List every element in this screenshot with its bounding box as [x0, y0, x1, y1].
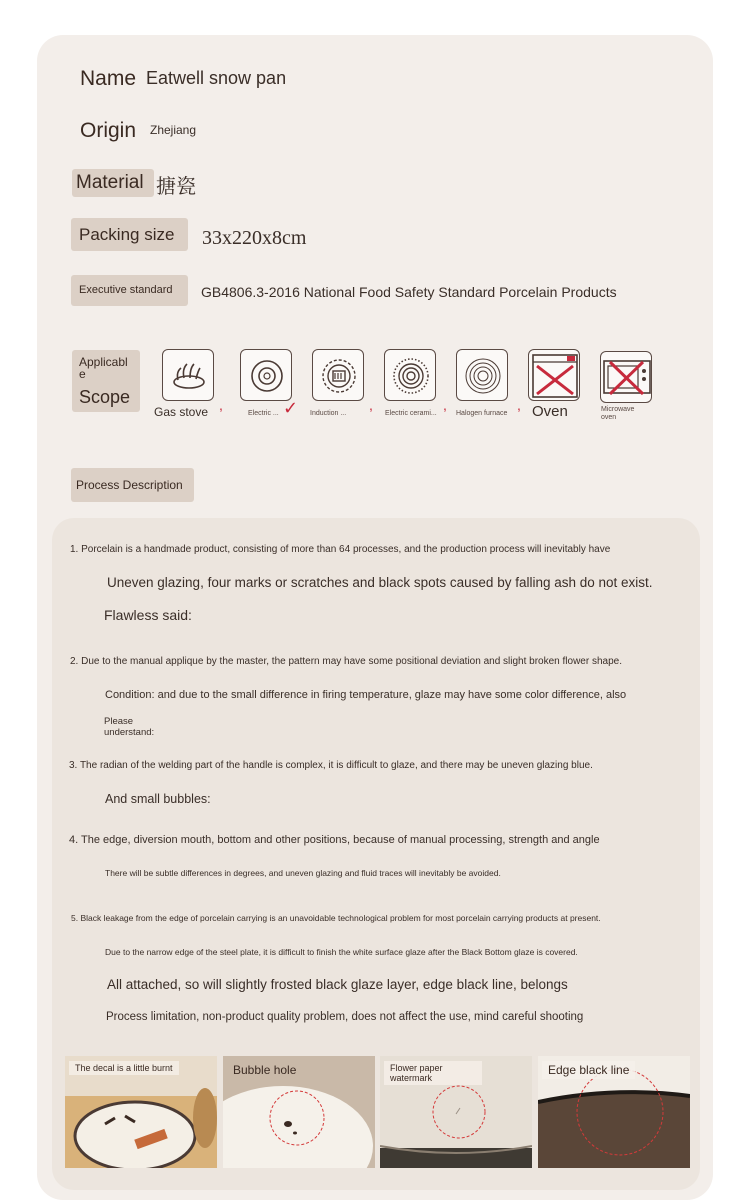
- electric-stove-icon: [240, 349, 292, 401]
- packing-size-value: 33x220x8cm: [202, 227, 307, 249]
- process-line: All attached, so will slightly frosted black glaze layer, edge black line, belongs: [107, 977, 568, 992]
- process-line: 2. Due to the manual applique by the master, the pattern may have some positional deviation and slight broken flower shape.: [70, 656, 623, 667]
- defect-photo-watermark: [380, 1056, 532, 1168]
- process-line: Uneven glazing, four marks or scratches and black spots caused by falling ash do not exist.: [107, 575, 653, 590]
- process-line: 4. The edge, diversion mouth, bottom and other positions, because of manual processing, strength and angle: [69, 834, 600, 846]
- defect-photo-bubble-hole: [223, 1056, 375, 1168]
- name-label: Name: [80, 67, 137, 90]
- process-line: 3. The radian of the welding part of the handle is complex, it is difficult to glaze, and there may be uneven glazing blue.: [69, 760, 593, 771]
- material-pill: [72, 169, 154, 197]
- scope-caption-induction: Induction ...: [310, 410, 347, 417]
- process-description-label: Process Description: [76, 478, 183, 492]
- microwave-oven-icon: [600, 351, 652, 403]
- name-value: Eatwell snow pan: [146, 68, 287, 88]
- process-line: There will be subtle differences in degrees, and uneven glazing and fluid traces will inevitably be avoided.: [105, 868, 501, 878]
- material-label: Material: [76, 172, 144, 193]
- scope-label-top: Applicabl e: [79, 355, 128, 381]
- material-value: 搪瓷: [156, 174, 196, 198]
- standard-value: GB4806.3-2016 National Food Safety Standard Porcelain Products: [201, 284, 617, 300]
- process-line: Process limitation, non-product quality problem, does not affect the use, mind careful shooting: [106, 1011, 584, 1023]
- process-line: Condition: and due to the small difference in firing temperature, glaze may have some color difference, also: [105, 689, 627, 701]
- electric-ceramic-stove-icon: [384, 349, 436, 401]
- scope-caption-gas-stove: Gas stove: [154, 405, 209, 419]
- photo-tag: Edge black line: [542, 1061, 635, 1079]
- check-mark: ,: [443, 397, 447, 413]
- defect-photo-burnt-decal: [65, 1056, 217, 1168]
- process-line: Flawless said:: [104, 607, 192, 623]
- process-line: Please understand:: [104, 716, 155, 738]
- check-mark: ✓: [283, 398, 299, 418]
- photo-tag: The decal is a little burnt: [69, 1061, 179, 1075]
- process-line: 5. Black leakage from the edge of porcelain carrying is an unavoidable technological problem for most porcelain carrying products at present.: [71, 913, 601, 923]
- halogen-furnace-icon: [456, 349, 508, 401]
- check-mark: ,: [517, 397, 521, 413]
- packing-size-pill: [71, 218, 188, 251]
- origin-value: Zhejiang: [150, 123, 197, 137]
- scope-caption-oven: Oven: [532, 403, 568, 420]
- scope-label-main: Scope: [79, 387, 131, 407]
- photo-tag: Flower paper watermark: [384, 1061, 482, 1085]
- scope-caption-electric: Electric ...: [248, 410, 279, 417]
- scope-caption-microwave: Microwave oven: [601, 406, 635, 421]
- scope-pill: [72, 350, 140, 412]
- packing-size-label: Packing size: [79, 225, 175, 244]
- scope-caption-electric-ceramic: Electric cerami...: [385, 410, 437, 417]
- standard-pill: [71, 275, 188, 306]
- process-line: Due to the narrow edge of the steel plate, it is difficult to finish the white surface glaze after the Black Bottom glaze is covered.: [105, 947, 578, 957]
- defect-photo-edge-black-line: [538, 1056, 690, 1168]
- gas-stove-icon: [162, 349, 214, 401]
- standard-label: Executive standard: [79, 284, 173, 296]
- induction-cooker-icon: [312, 349, 364, 401]
- oven-icon: [528, 349, 580, 401]
- process-line: And small bubbles:: [105, 792, 211, 806]
- process-description-pill: [71, 468, 194, 502]
- check-mark: ,: [219, 397, 223, 413]
- origin-label: Origin: [80, 119, 137, 142]
- scope-caption-halogen: Halogen furnace: [456, 410, 508, 417]
- process-line: 1. Porcelain is a handmade product, consisting of more than 64 processes, and the production process will inevitably have: [70, 544, 611, 555]
- check-mark: ,: [369, 397, 373, 413]
- photo-tag: Bubble hole: [233, 1063, 297, 1077]
